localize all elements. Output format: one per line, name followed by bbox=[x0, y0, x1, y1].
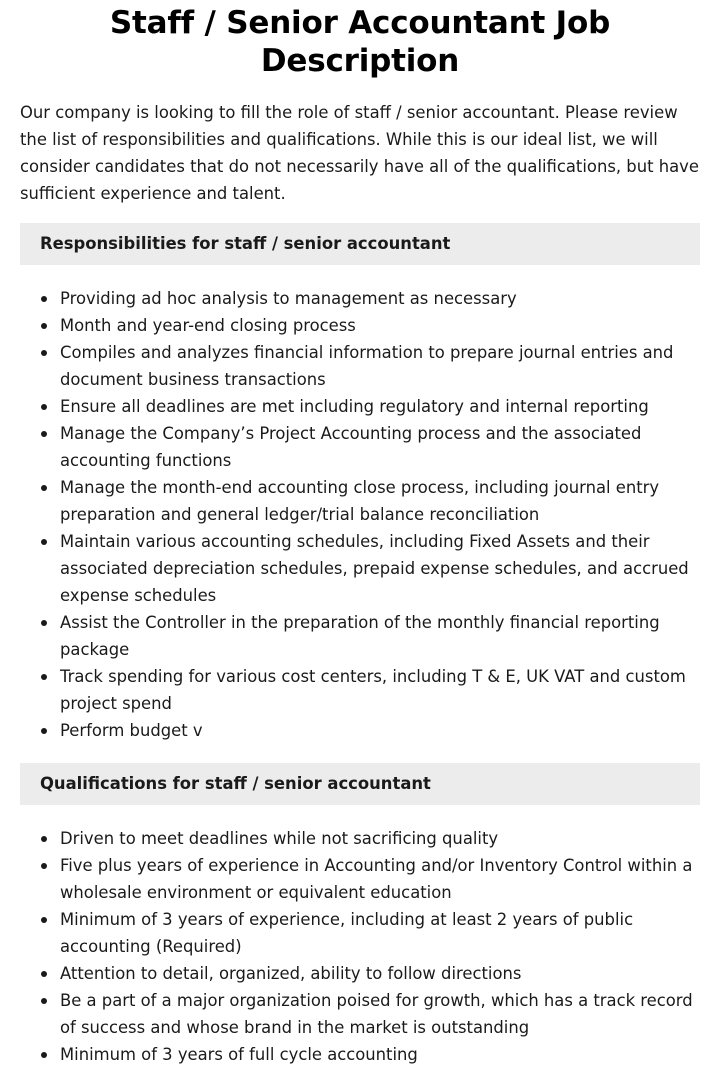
bullet-icon bbox=[41, 539, 47, 545]
list-item bbox=[60, 420, 700, 474]
bullet-icon bbox=[41, 863, 47, 869]
list-item-text: Assist the Controller in the preparation of the monthly financial reporting package bbox=[60, 613, 660, 659]
list-item bbox=[60, 609, 700, 663]
bullet-icon bbox=[41, 917, 47, 923]
bullet-icon bbox=[41, 296, 47, 302]
page-title: Staff / Senior Accountant Job Description bbox=[109, 5, 611, 79]
list-item-text: Minimum of 3 years of experience, including at least 2 years of public accounting (Required) bbox=[60, 910, 634, 956]
list-item bbox=[60, 960, 700, 987]
list-item-text: Track spending for various cost centers, including T & E, UK VAT and custom project spend bbox=[60, 667, 686, 713]
list-item bbox=[60, 663, 700, 717]
list-item-text: Ensure all deadlines are met including regulatory and internal reporting bbox=[60, 397, 649, 416]
list-item bbox=[60, 474, 700, 528]
list-item-text: Five plus years of experience in Accounting and/or Inventory Control within a wholesale environment or equivalent education bbox=[60, 856, 693, 902]
list-item bbox=[60, 528, 700, 609]
list-item bbox=[60, 717, 700, 744]
responsibilities-list bbox=[20, 285, 700, 744]
intro-paragraph: Our company is looking to fill the role of staff / senior accountant. Please review the list of responsibilities and qualifications. While this is our ideal list, we will consider candidates that do not necessarily have all of the qualifications, but have sufficient experience and talent. bbox=[20, 103, 699, 203]
list-item bbox=[60, 825, 700, 852]
bullet-icon bbox=[41, 998, 47, 1004]
qualifications-heading: Qualifications for staff / senior accountant bbox=[20, 763, 700, 805]
list-item bbox=[60, 852, 700, 906]
list-item bbox=[60, 312, 700, 339]
list-item bbox=[60, 393, 700, 420]
bullet-icon bbox=[41, 350, 47, 356]
responsibilities-heading: Responsibilities for staff / senior accountant bbox=[20, 223, 700, 265]
bullet-icon bbox=[41, 431, 47, 437]
list-item-text: Maintain various accounting schedules, including Fixed Assets and their associated depreciation schedules, prepaid expense schedules, and accrued expense schedules bbox=[60, 532, 689, 605]
bullet-icon bbox=[41, 620, 47, 626]
list-item-text: Manage the month-end accounting close process, including journal entry preparation and general ledger/trial balance reconciliation bbox=[60, 478, 660, 524]
bullet-icon bbox=[41, 728, 47, 734]
qualifications-list bbox=[20, 825, 700, 1068]
bullet-icon bbox=[41, 404, 47, 410]
list-item bbox=[60, 906, 700, 960]
list-item-text: Month and year-end closing process bbox=[60, 316, 356, 335]
list-item bbox=[60, 285, 700, 312]
bullet-icon bbox=[41, 1052, 47, 1058]
bullet-icon bbox=[41, 674, 47, 680]
list-item-text: Manage the Company’s Project Accounting process and the associated accounting functions bbox=[60, 424, 642, 470]
list-item-text: Be a part of a major organization poised for growth, which has a track record of success and whose brand in the market is outstanding bbox=[60, 991, 693, 1037]
list-item bbox=[60, 1041, 700, 1068]
list-item-text: Driven to meet deadlines while not sacrificing quality bbox=[60, 829, 499, 848]
bullet-icon bbox=[41, 323, 47, 329]
bullet-icon bbox=[41, 836, 47, 842]
list-item-text: Attention to detail, organized, ability to follow directions bbox=[60, 964, 522, 983]
list-item bbox=[60, 987, 700, 1041]
list-item-text: Compiles and analyzes financial information to prepare journal entries and document business transactions bbox=[60, 343, 674, 389]
bullet-icon bbox=[41, 971, 47, 977]
list-item-text: Perform budget v bbox=[60, 721, 203, 740]
list-item-text: Minimum of 3 years of full cycle accounting bbox=[60, 1045, 418, 1064]
list-item-text: Providing ad hoc analysis to management as necessary bbox=[60, 289, 517, 308]
bullet-icon bbox=[41, 485, 47, 491]
list-item bbox=[60, 339, 700, 393]
